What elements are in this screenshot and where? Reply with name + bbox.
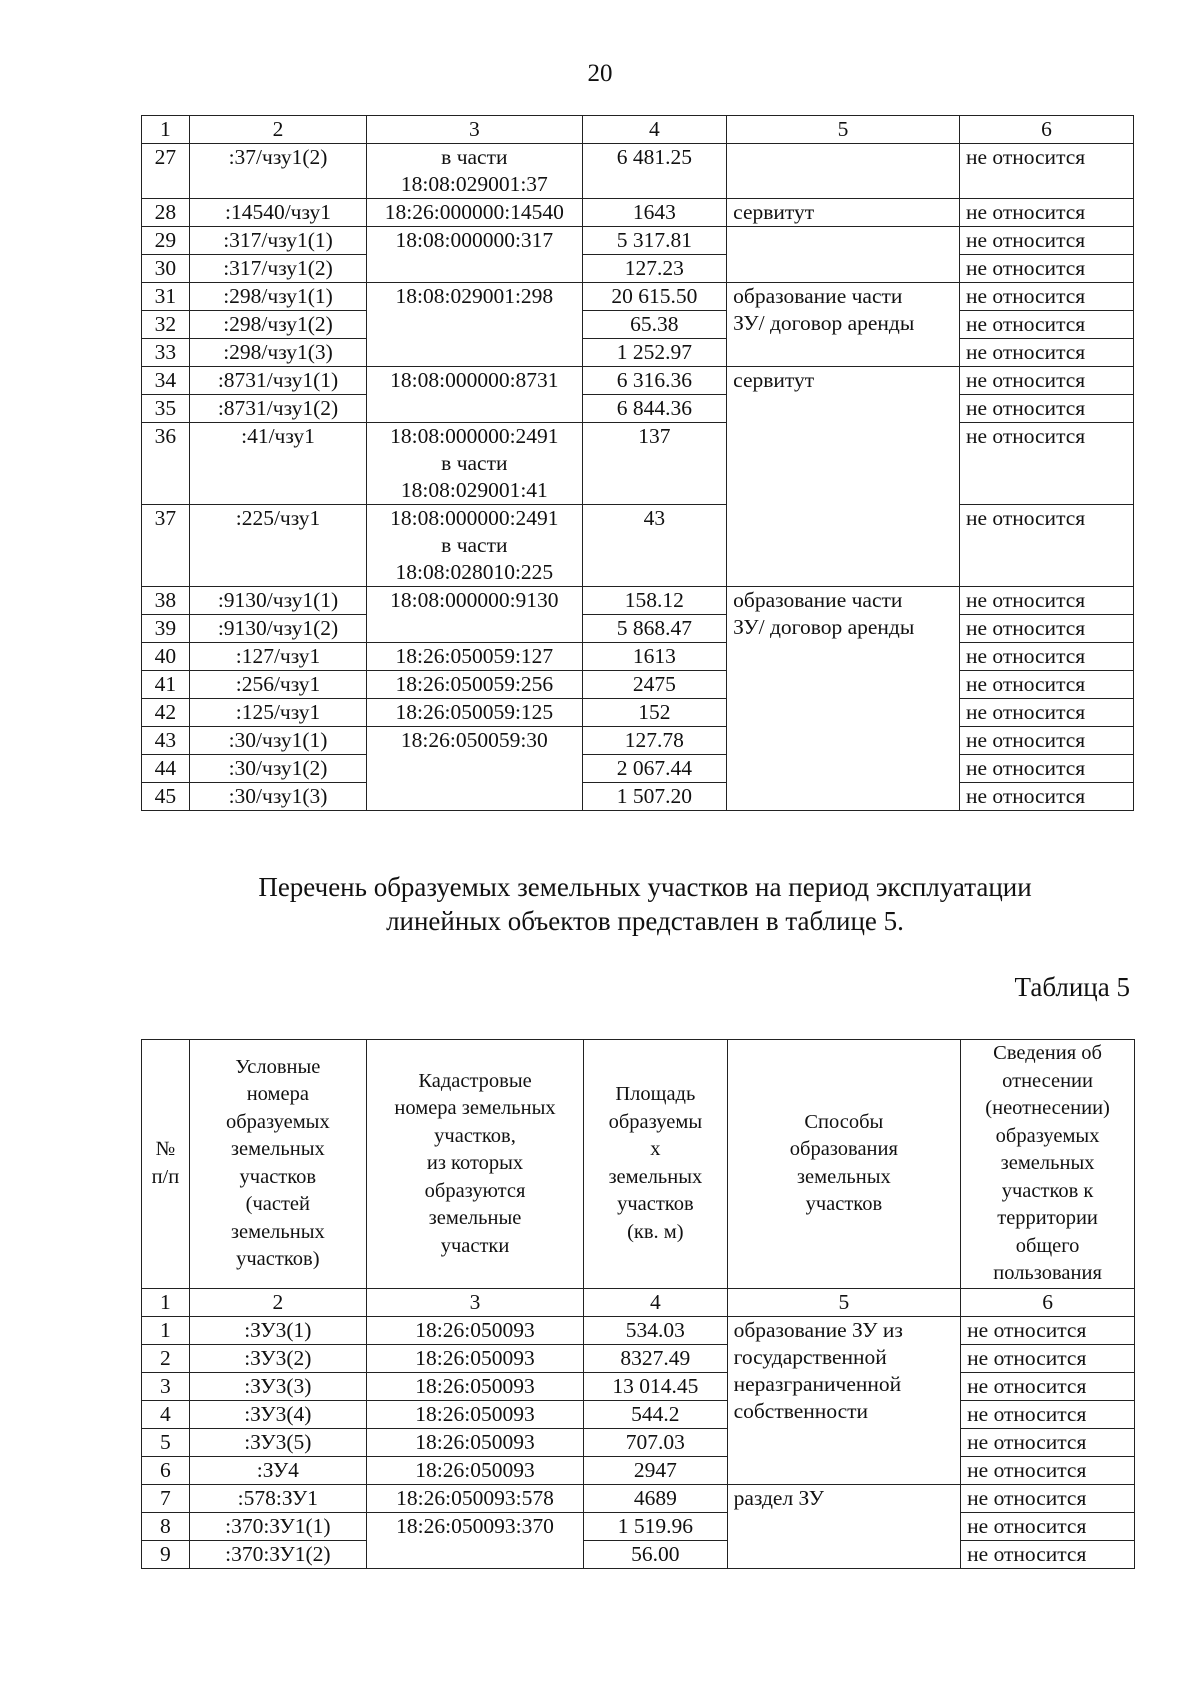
cadastral-number: 18:26:050093 [366,1344,583,1372]
table-row [142,255,1134,283]
table-row [142,587,1134,615]
public-use-status: не относится [959,423,1133,505]
formation-method: образование части ЗУ/ договор аренды [727,283,960,367]
public-use-status: не относится [961,1316,1135,1344]
column-number: 4 [582,116,727,144]
area: 6 844.36 [582,395,727,423]
parcel-id: :37/чзу1(2) [189,144,366,199]
table-row [142,1316,1135,1344]
public-use-status: не относится [961,1344,1135,1372]
public-use-status: не относится [959,587,1133,615]
table-row [142,643,1134,671]
parcel-id: :30/чзу1(2) [189,755,366,783]
cadastral-number: 18:26:050059:256 [367,671,582,699]
parcel-id: :ЗУ3(3) [189,1372,366,1400]
table-row [142,227,1134,255]
formation-method: сервитут [727,367,960,587]
cadastral-number: 18:08:000000:9130 [367,587,582,643]
public-use-status: не относится [959,199,1133,227]
cadastral-number: 18:08:000000:317 [367,227,582,283]
page-number: 20 [587,60,613,87]
table-row [142,311,1134,339]
parcel-id: :8731/чзу1(1) [189,367,366,395]
table-row [142,615,1134,643]
cadastral-number: 18:08:000000:2491 в части 18:08:029001:41 [367,423,582,505]
column-header: Площадь образуемы х земельных участков (кв. м) [584,1040,727,1289]
public-use-status: не относится [959,311,1133,339]
row-number: 7 [142,1484,190,1512]
public-use-status: не относится [961,1484,1135,1512]
column-header: Кадастровые номера земельных участков, из которых образуются земельные участки [366,1040,583,1289]
public-use-status: не относится [959,783,1133,811]
cadastral-number: 18:26:050093:578 [366,1484,583,1512]
table-row [142,1428,1135,1456]
table-row [142,423,1134,505]
parcel-id: :14540/чзу1 [189,199,366,227]
cadastral-number: 18:26:050093 [366,1316,583,1344]
area: 6 316.36 [582,367,727,395]
parcel-id: :41/чзу1 [189,423,366,505]
public-use-status: не относится [959,505,1133,587]
cadastral-number: 18:26:050059:125 [367,699,582,727]
cadastral-number: в части 18:08:029001:37 [367,144,582,199]
table-row [142,1512,1135,1540]
row-number: 5 [142,1428,190,1456]
section-heading: Перечень образуемых земельных участков на период эксплуатации линейных объектов представлен в таблице 5. [258,872,1032,936]
formation-method: образование части ЗУ/ договор аренды [727,587,960,811]
table-row [142,1344,1135,1372]
table-row [142,1372,1135,1400]
parcel-id: :8731/чзу1(2) [189,395,366,423]
public-use-status: не относится [959,227,1133,255]
row-number: 4 [142,1400,190,1428]
public-use-status: не относится [959,283,1133,311]
public-use-status: не относится [959,395,1133,423]
column-number: 2 [189,116,366,144]
column-header: Условные номера образуемых земельных участков (частей земельных участков) [189,1040,366,1289]
cadastral-number: 18:26:050093 [366,1372,583,1400]
parcel-id: :256/чзу1 [189,671,366,699]
table-row [142,1400,1135,1428]
parcel-id: :317/чзу1(1) [189,227,366,255]
table-row [142,367,1134,395]
area: 6 481.25 [582,144,727,199]
formation-method: образование ЗУ из государственной неразграниченной собственности [727,1316,961,1484]
parcel-id: :225/чзу1 [189,505,366,587]
public-use-status: не относится [961,1400,1135,1428]
column-header: № п/п [142,1040,190,1289]
public-use-status: не относится [959,255,1133,283]
parcel-id: :317/чзу1(2) [189,255,366,283]
public-use-status: не относится [959,727,1133,755]
table-header-row [142,116,1134,144]
public-use-status: не относится [961,1512,1135,1540]
cadastral-number: 18:08:000000:2491 в части 18:08:028010:225 [367,505,582,587]
row-number: 28 [142,199,190,227]
parcel-id: :125/чзу1 [189,699,366,727]
public-use-status: не относится [961,1456,1135,1484]
parcel-id: :30/чзу1(1) [189,727,366,755]
area: 20 615.50 [582,283,727,311]
table-header-row [142,1040,1135,1289]
cadastral-number: 18:26:000000:14540 [367,199,582,227]
parcel-id: :298/чзу1(2) [189,311,366,339]
table-row [142,1456,1135,1484]
public-use-status: не относится [959,643,1133,671]
public-use-status: не относится [959,367,1133,395]
table-row [142,783,1134,811]
parcel-id: :578:ЗУ1 [189,1484,366,1512]
column-number-row [142,1288,1135,1316]
area: 158.12 [582,587,727,615]
row-number: 33 [142,339,190,367]
column-number: 5 [727,1288,961,1316]
parcel-id: :127/чзу1 [189,643,366,671]
formation-method [727,227,960,283]
column-number: 2 [189,1288,366,1316]
area: 152 [582,699,727,727]
area: 1643 [582,199,727,227]
public-use-status: не относится [961,1428,1135,1456]
public-use-status: не относится [959,671,1133,699]
row-number: 35 [142,395,190,423]
parcel-id: :298/чзу1(1) [189,283,366,311]
parcel-id: :ЗУ3(1) [189,1316,366,1344]
table-row [142,727,1134,755]
area: 5 317.81 [582,227,727,255]
parcel-id: :ЗУ3(4) [189,1400,366,1428]
row-number: 39 [142,615,190,643]
table-row [142,395,1134,423]
cadastral-number: 18:08:029001:298 [367,283,582,367]
row-number: 3 [142,1372,190,1400]
column-header: Способы образования земельных участков [727,1040,961,1289]
parcel-id: :370:ЗУ1(2) [189,1540,366,1568]
area: 127.23 [582,255,727,283]
row-number: 36 [142,423,190,505]
table-row [142,699,1134,727]
cadastral-number: 18:26:050059:127 [367,643,582,671]
table-row [142,505,1134,587]
parcel-id: :ЗУ3(5) [189,1428,366,1456]
public-use-status: не относится [959,144,1133,199]
row-number: 38 [142,587,190,615]
parcel-id: :370:ЗУ1(1) [189,1512,366,1540]
parcel-id: :9130/чзу1(2) [189,615,366,643]
table-row [142,199,1134,227]
row-number: 42 [142,699,190,727]
area: 43 [582,505,727,587]
row-number: 2 [142,1344,190,1372]
row-number: 34 [142,367,190,395]
area: 1613 [582,643,727,671]
table-5-label: Таблица 5 [1014,972,1130,1002]
table-row [142,1484,1135,1512]
row-number: 30 [142,255,190,283]
formation-method: раздел ЗУ [727,1484,961,1568]
table-5 [141,1039,1135,1569]
cadastral-number: 18:26:050059:30 [367,727,582,811]
parcel-id: :9130/чзу1(1) [189,587,366,615]
column-number: 3 [367,116,582,144]
table-row [142,283,1134,311]
column-number: 1 [142,1288,190,1316]
row-number: 44 [142,755,190,783]
column-number: 4 [584,1288,727,1316]
parcel-id: :ЗУ3(2) [189,1344,366,1372]
area: 2475 [582,671,727,699]
parcel-id: :ЗУ4 [189,1456,366,1484]
area: 65.38 [582,311,727,339]
row-number: 37 [142,505,190,587]
public-use-status: не относится [961,1372,1135,1400]
cadastral-number: 18:08:000000:8731 [367,367,582,423]
formation-method [727,144,960,199]
area: 127.78 [582,727,727,755]
area: 2 067.44 [582,755,727,783]
public-use-status: не относится [961,1540,1135,1568]
cadastral-number: 18:26:050093 [366,1428,583,1456]
cadastral-number: 18:26:050093 [366,1456,583,1484]
public-use-status: не относится [959,615,1133,643]
area: 1 519.96 [584,1512,727,1540]
area: 8327.49 [584,1344,727,1372]
column-number: 1 [142,116,190,144]
column-header: Сведения об отнесении (неотнесении) образуемых земельных участков к территории общего пользования [961,1040,1135,1289]
cadastral-number: 18:26:050093 [366,1400,583,1428]
row-number: 9 [142,1540,190,1568]
row-number: 40 [142,643,190,671]
row-number: 31 [142,283,190,311]
table-row [142,144,1134,199]
table-row [142,1540,1135,1568]
area: 1 252.97 [582,339,727,367]
table-row [142,339,1134,367]
area: 2947 [584,1456,727,1484]
row-number: 41 [142,671,190,699]
row-number: 29 [142,227,190,255]
public-use-status: не относится [959,699,1133,727]
area: 1 507.20 [582,783,727,811]
table-row [142,755,1134,783]
public-use-status: не относится [959,755,1133,783]
parcels-table-continued [141,115,1134,811]
cadastral-number: 18:26:050093:370 [366,1512,583,1568]
area: 4689 [584,1484,727,1512]
parcel-id: :30/чзу1(3) [189,783,366,811]
row-number: 1 [142,1316,190,1344]
public-use-status: не относится [959,339,1133,367]
row-number: 27 [142,144,190,199]
parcel-id: :298/чзу1(3) [189,339,366,367]
table-row [142,671,1134,699]
area: 56.00 [584,1540,727,1568]
row-number: 32 [142,311,190,339]
area: 544.2 [584,1400,727,1428]
area: 707.03 [584,1428,727,1456]
area: 13 014.45 [584,1372,727,1400]
column-number: 6 [961,1288,1135,1316]
row-number: 43 [142,727,190,755]
formation-method: сервитут [727,199,960,227]
column-number: 3 [366,1288,583,1316]
area: 534.03 [584,1316,727,1344]
column-number: 6 [959,116,1133,144]
row-number: 6 [142,1456,190,1484]
area: 5 868.47 [582,615,727,643]
row-number: 8 [142,1512,190,1540]
area: 137 [582,423,727,505]
column-number: 5 [727,116,960,144]
row-number: 45 [142,783,190,811]
